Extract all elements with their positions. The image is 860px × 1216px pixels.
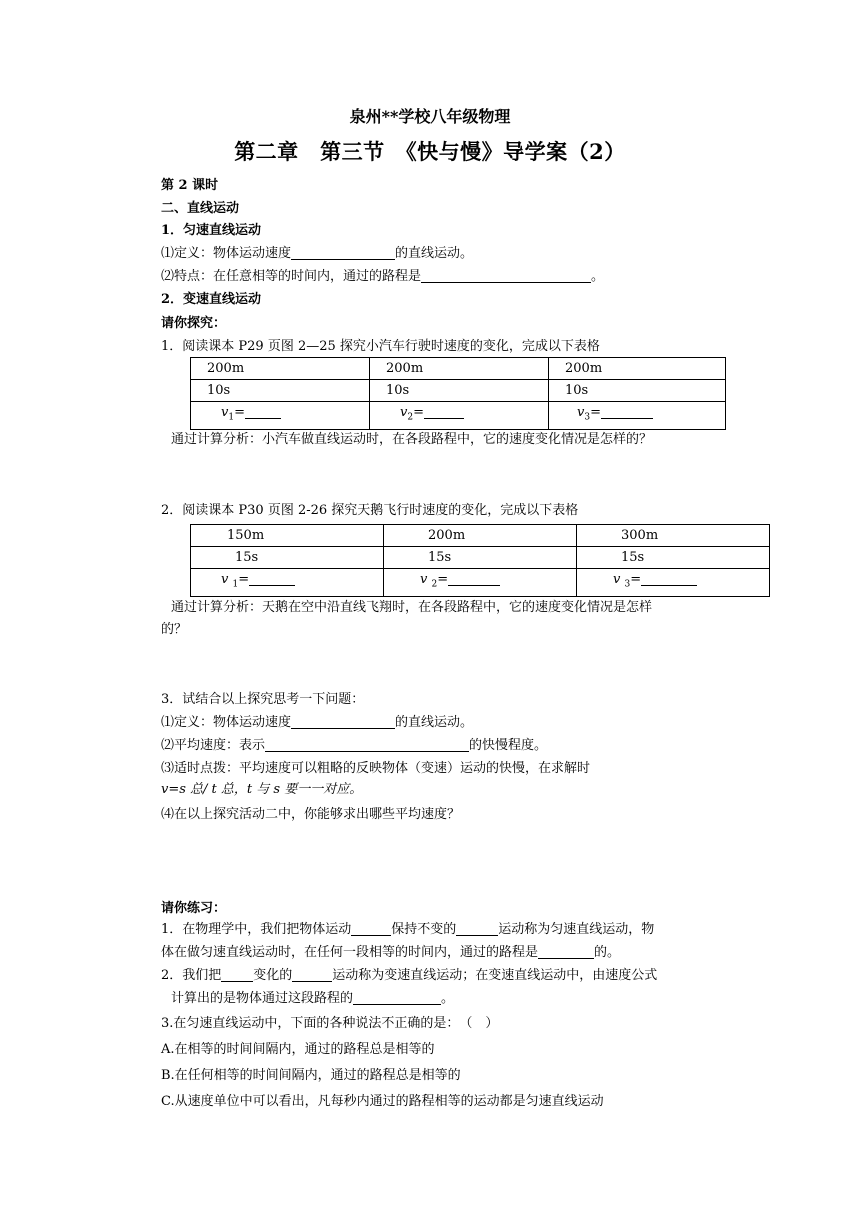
table-row xyxy=(191,402,726,430)
table-cell: 10s xyxy=(370,380,549,402)
table-cell: 200m xyxy=(384,525,577,547)
answer-blank[interactable] xyxy=(291,714,395,729)
question-2-analysis-cont: 的？ xyxy=(161,622,188,637)
speed-cell[interactable]: v $_1$= xyxy=(191,569,384,597)
table-row xyxy=(191,569,770,597)
practice-3: 3.在匀速直线运动中，下面的各种说法不正确的是： （ ） xyxy=(161,1016,499,1031)
speed-cell[interactable]: v $_3$= xyxy=(577,569,770,597)
table-row xyxy=(191,380,726,402)
answer-blank[interactable] xyxy=(351,921,391,936)
q3-tip: ⑶适时点拨：平均速度可以粗略的反映物体（变速）运动的快慢，在求解时 xyxy=(161,761,591,776)
q3-average-speed: ⑵平均速度：表示 的快慢程度。 xyxy=(161,738,548,753)
table-cell: 15s xyxy=(384,547,577,569)
table-cell: 200m xyxy=(549,358,726,380)
option-a[interactable]: A.在相等的时间间隔内，通过的路程总是相等的 xyxy=(161,1042,435,1057)
question-2-analysis: 通过计算分析：天鹅在空中沿直线飞翔时，在各段路程中，它的速度变化情况是怎样 xyxy=(171,600,653,615)
school-title: 泉州**学校八年级物理 xyxy=(349,107,511,126)
answer-blank[interactable] xyxy=(538,944,594,959)
table-cell: 10s xyxy=(191,380,370,402)
question-3: 3．试结合以上探究思考一下问题： xyxy=(161,692,365,707)
speed-cell[interactable]: $v_2=$ xyxy=(370,402,549,430)
explore-heading: 请你探究： xyxy=(161,316,227,331)
speed-cell[interactable]: v $_2$= xyxy=(384,569,577,597)
answer-blank[interactable] xyxy=(265,737,469,752)
practice-1: 1．在物理学中，我们把物体运动 保持不变的 运动称为匀速直线运动，物 xyxy=(161,922,655,937)
q3-formula: v=s 总/ t 总，t 与 s 要一一对应。 xyxy=(161,782,363,797)
option-c[interactable]: C.从速度单位中可以看出，凡每秒内通过的路程相等的运动都是匀速直线运动 xyxy=(161,1094,604,1109)
answer-blank[interactable] xyxy=(292,967,332,982)
table-cell: 15s xyxy=(191,547,384,569)
table-cell: 200m xyxy=(370,358,549,380)
swan-speed-table xyxy=(190,524,770,597)
answer-blank[interactable] xyxy=(353,990,441,1005)
table-row xyxy=(191,358,726,380)
answer-blank[interactable] xyxy=(456,921,498,936)
option-b[interactable]: B.在任何相等的时间间隔内，通过的路程总是相等的 xyxy=(161,1068,461,1083)
lesson-label: 第 2 课时 xyxy=(161,178,219,193)
chapter-title: 第二章 第三节 《快与慢》导学案（2） xyxy=(234,139,626,164)
uniform-feature: ⑵特点：在任意相等的时间内，通过的路程是 。 xyxy=(161,269,605,284)
table-cell: 300m xyxy=(577,525,770,547)
table-cell: 10s xyxy=(549,380,726,402)
uniform-definition: ⑴定义：物体运动速度 的直线运动。 xyxy=(161,246,474,261)
practice-2: 2．我们把 变化的 运动称为变速直线运动；在变速直线运动中，由速度公式 xyxy=(161,968,658,983)
variable-heading: 2．变速直线运动 xyxy=(161,292,262,307)
car-speed-table xyxy=(190,357,726,430)
practice-2-cont: 计算出的是物体通过这段路程的 。 xyxy=(171,991,455,1006)
question-2: 2．阅读课本 P30 页图 2-26 探究天鹅飞行时速度的变化，完成以下表格 xyxy=(161,503,579,518)
answer-blank[interactable] xyxy=(221,967,253,982)
question-1: 1．阅读课本 P29 页图 2—25 探究小汽车行驶时速度的变化，完成以下表格 xyxy=(161,339,600,354)
table-cell: 200m xyxy=(191,358,370,380)
uniform-heading: 1．匀速直线运动 xyxy=(161,223,262,238)
table-row xyxy=(191,525,770,547)
table-cell: 150m xyxy=(191,525,384,547)
q3-definition: ⑴定义：物体运动速度 的直线运动。 xyxy=(161,715,474,730)
answer-blank[interactable] xyxy=(291,245,395,260)
q3-question: ⑷在以上探究活动二中，你能够求出哪些平均速度？ xyxy=(161,807,461,822)
question-1-analysis: 通过计算分析：小汽车做直线运动时，在各段路程中，它的速度变化情况是怎样的？ xyxy=(171,432,653,447)
practice-1-cont: 体在做匀速直线运动时，在任何一段相等的时间内，通过的路程是 的。 xyxy=(161,945,621,960)
speed-cell[interactable]: $v_3=$ xyxy=(549,402,726,430)
section-heading: 二、直线运动 xyxy=(161,201,240,216)
answer-blank[interactable] xyxy=(421,268,591,283)
speed-cell[interactable]: $v_1=$ xyxy=(191,402,370,430)
table-row xyxy=(191,547,770,569)
table-cell: 15s xyxy=(577,547,770,569)
practice-heading: 请你练习： xyxy=(161,901,227,916)
